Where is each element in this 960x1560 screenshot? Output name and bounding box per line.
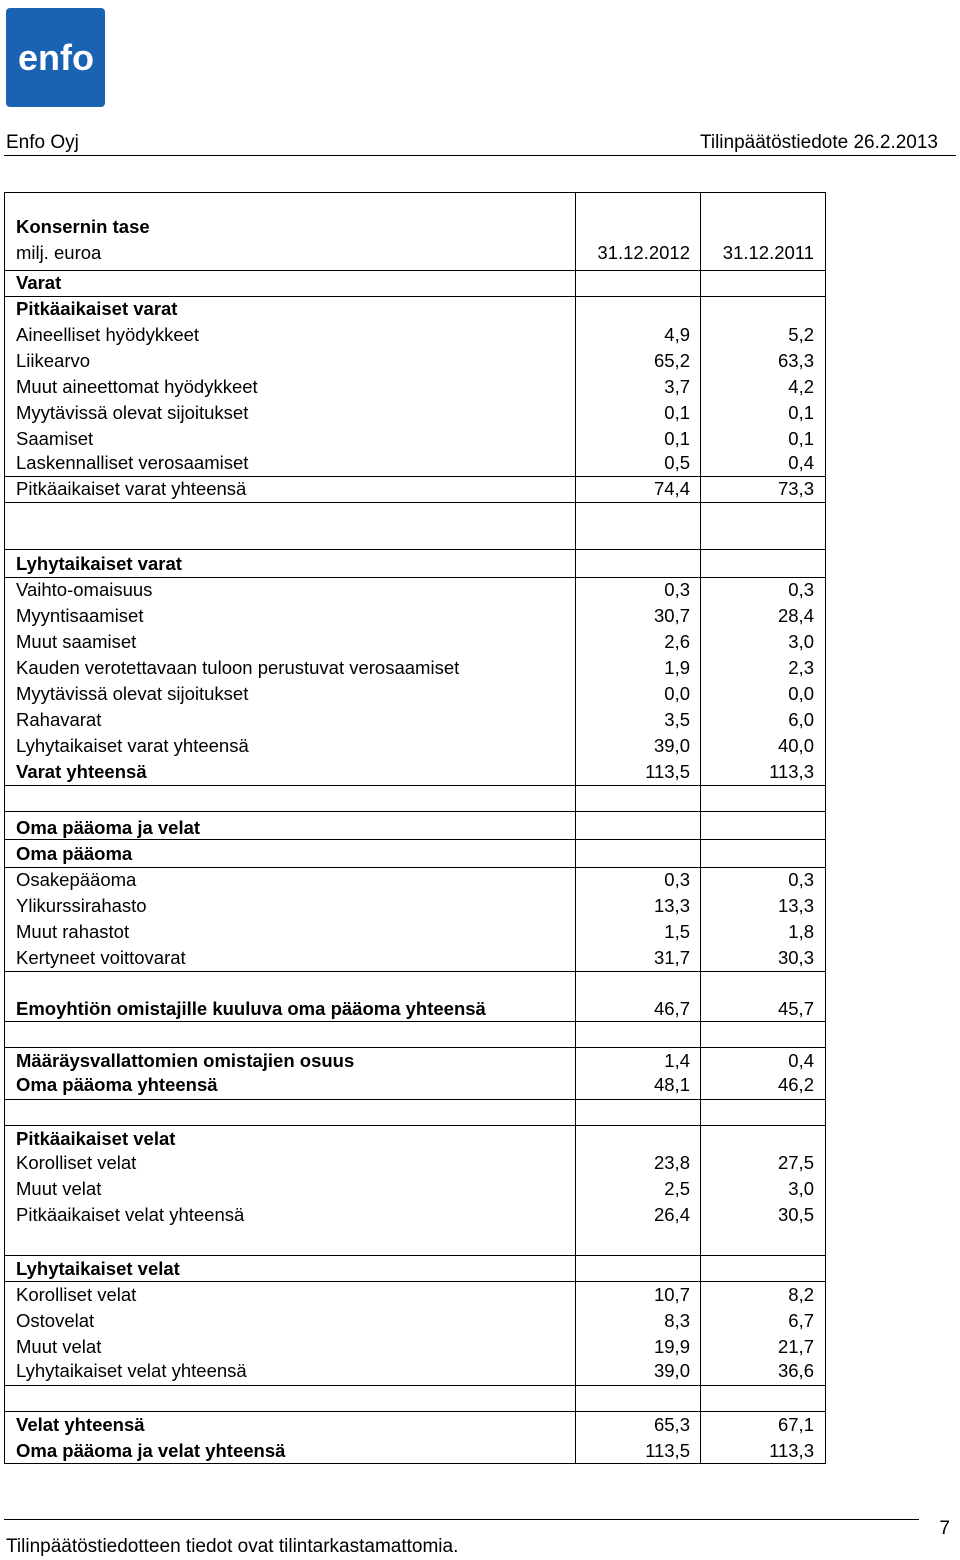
table-row bbox=[0, 893, 830, 919]
row-label: Myyntisaamiset bbox=[16, 605, 144, 626]
table-row bbox=[0, 1256, 830, 1282]
row-label: Pitkäaikaiset velat bbox=[16, 1128, 176, 1149]
page-number: 7 bbox=[939, 1518, 950, 1539]
value-2011: 6,7 bbox=[788, 1310, 814, 1331]
table-row bbox=[0, 426, 830, 452]
row-label: Määräysvallattomien omistajien osuus bbox=[16, 1050, 355, 1071]
row-label: Lyhytaikaiset varat yhteensä bbox=[16, 735, 249, 756]
table-row bbox=[0, 707, 830, 733]
table-row bbox=[0, 374, 830, 400]
row-label: Laskennalliset verosaamiset bbox=[16, 452, 249, 473]
value-2012: 0,0 bbox=[664, 683, 690, 704]
value-2012: 113,5 bbox=[645, 761, 690, 782]
table-row bbox=[0, 629, 830, 655]
table-title: Konsernin tase bbox=[16, 216, 150, 237]
row-label: Emoyhtiön omistajille kuuluva oma pääoma yhteensä bbox=[16, 998, 486, 1019]
row-label: Varat bbox=[16, 272, 62, 293]
table-row bbox=[0, 841, 830, 867]
table-row bbox=[0, 1334, 830, 1360]
value-2012: 0,1 bbox=[664, 428, 690, 449]
row-label: Osakepääoma bbox=[16, 869, 137, 890]
table-row bbox=[0, 1150, 830, 1176]
row-label: Varat yhteensä bbox=[16, 761, 147, 782]
value-2011: 0,3 bbox=[788, 869, 814, 890]
value-2011: 0,4 bbox=[788, 1050, 814, 1071]
row-label: Oma pääoma yhteensä bbox=[16, 1074, 218, 1095]
table-row bbox=[0, 759, 830, 785]
row-label: Oma pääoma ja velat bbox=[16, 817, 201, 838]
table-row bbox=[0, 296, 830, 322]
row-label: Aineelliset hyödykkeet bbox=[16, 324, 200, 345]
value-2012: 2,5 bbox=[664, 1178, 690, 1199]
value-2011: 30,5 bbox=[777, 1204, 814, 1225]
value-2012: 3,7 bbox=[664, 376, 690, 397]
row-label: Saamiset bbox=[16, 428, 94, 449]
value-2011: 0,1 bbox=[788, 428, 814, 449]
value-2011: 0,1 bbox=[788, 402, 814, 423]
value-2012: 0,3 bbox=[664, 869, 690, 890]
value-2011: 1,8 bbox=[788, 921, 814, 942]
unit-label: milj. euroa bbox=[16, 242, 102, 263]
value-2011: 4,2 bbox=[788, 376, 814, 397]
column-header-2011: 31.12.2011 bbox=[722, 242, 814, 263]
row-label: Vaihto-omaisuus bbox=[16, 579, 153, 600]
footer-note: Tilinpäätöstiedotteen tiedot ovat tilintarkastamattomia. bbox=[6, 1536, 459, 1557]
value-2012: 48,1 bbox=[653, 1074, 690, 1095]
value-2012: 2,6 bbox=[664, 631, 690, 652]
value-2012: 10,7 bbox=[653, 1284, 690, 1305]
table-row bbox=[0, 577, 830, 603]
row-label: Velat yhteensä bbox=[16, 1414, 145, 1435]
value-2012: 31,7 bbox=[653, 947, 690, 968]
row-label: Pitkäaikaiset varat bbox=[16, 298, 178, 319]
value-2012: 3,5 bbox=[664, 709, 690, 730]
value-2012: 13,3 bbox=[653, 895, 690, 916]
row-label: Oma pääoma bbox=[16, 843, 133, 864]
value-2012: 46,7 bbox=[653, 998, 690, 1019]
value-2011: 8,2 bbox=[788, 1284, 814, 1305]
row-label: Korolliset velat bbox=[16, 1152, 137, 1173]
column-header-2012: 31.12.2012 bbox=[597, 242, 690, 263]
value-2011: 6,0 bbox=[788, 709, 814, 730]
value-2012: 39,0 bbox=[653, 1360, 690, 1381]
value-2011: 5,2 bbox=[788, 324, 814, 345]
value-2011: 28,4 bbox=[777, 605, 814, 626]
table-row bbox=[0, 655, 830, 681]
value-2012: 19,9 bbox=[653, 1336, 690, 1357]
value-2011: 2,3 bbox=[788, 657, 814, 678]
table-row bbox=[0, 551, 830, 577]
value-2012: 23,8 bbox=[653, 1152, 690, 1173]
table-row bbox=[0, 919, 830, 945]
table-row bbox=[0, 815, 830, 841]
value-2012: 1,5 bbox=[664, 921, 690, 942]
value-2012: 0,1 bbox=[664, 402, 690, 423]
row-label: Lyhytaikaiset varat bbox=[16, 553, 182, 574]
value-2011: 113,3 bbox=[769, 761, 814, 782]
table-row bbox=[0, 1438, 830, 1464]
document-title: Tilinpäätöstiedote 26.2.2013 bbox=[699, 132, 938, 153]
value-2012: 26,4 bbox=[653, 1204, 690, 1225]
row-label: Ostovelat bbox=[16, 1310, 95, 1331]
table-row bbox=[0, 1072, 830, 1098]
value-2012: 74,4 bbox=[653, 478, 690, 499]
value-2012: 0,5 bbox=[664, 452, 690, 473]
table-row bbox=[0, 450, 830, 476]
value-2011: 40,0 bbox=[777, 735, 814, 756]
row-label: Muut velat bbox=[16, 1336, 102, 1357]
value-2011: 13,3 bbox=[777, 895, 814, 916]
row-label: Myytävissä olevat sijoitukset bbox=[16, 683, 249, 704]
value-2012: 30,7 bbox=[653, 605, 690, 626]
row-label: Muut aineettomat hyödykkeet bbox=[16, 376, 258, 397]
company-name: Enfo Oyj bbox=[6, 132, 79, 153]
table-row bbox=[0, 996, 830, 1022]
table-row bbox=[0, 1412, 830, 1438]
value-2012: 0,3 bbox=[664, 579, 690, 600]
row-label: Lyhytaikaiset velat bbox=[16, 1258, 180, 1279]
row-label: Kertyneet voittovarat bbox=[16, 947, 186, 968]
value-2012: 65,3 bbox=[653, 1414, 690, 1435]
value-2012: 8,3 bbox=[664, 1310, 690, 1331]
value-2011: 3,0 bbox=[788, 631, 814, 652]
table-title-row bbox=[0, 214, 830, 240]
row-label: Ylikurssirahasto bbox=[16, 895, 147, 916]
row-label: Oma pääoma ja velat yhteensä bbox=[16, 1440, 286, 1461]
value-2011: 45,7 bbox=[777, 998, 814, 1019]
table-row bbox=[0, 1282, 830, 1308]
row-label: Pitkäaikaiset velat yhteensä bbox=[16, 1204, 245, 1225]
value-2011: 0,3 bbox=[788, 579, 814, 600]
table-row bbox=[0, 270, 830, 296]
value-2012: 4,9 bbox=[664, 324, 690, 345]
value-2012: 113,5 bbox=[645, 1440, 690, 1461]
value-2011: 46,2 bbox=[777, 1074, 814, 1095]
value-2011: 3,0 bbox=[788, 1178, 814, 1199]
row-label: Pitkäaikaiset varat yhteensä bbox=[16, 478, 247, 499]
table-row bbox=[0, 733, 830, 759]
row-label: Kauden verotettavaan tuloon perustuvat verosaamiset bbox=[16, 657, 460, 678]
value-2011: 63,3 bbox=[777, 350, 814, 371]
row-label: Liikearvo bbox=[16, 350, 91, 371]
row-label: Muut velat bbox=[16, 1178, 102, 1199]
value-2011: 36,6 bbox=[777, 1360, 814, 1381]
value-2012: 39,0 bbox=[653, 735, 690, 756]
table-row bbox=[0, 945, 830, 971]
table-row bbox=[0, 1202, 830, 1228]
row-label: Lyhytaikaiset velat yhteensä bbox=[16, 1360, 247, 1381]
column-header-row bbox=[0, 240, 830, 266]
table-row bbox=[0, 1126, 830, 1152]
table-row bbox=[0, 867, 830, 893]
row-label: Korolliset velat bbox=[16, 1284, 137, 1305]
table-row bbox=[0, 400, 830, 426]
row-label: Muut rahastot bbox=[16, 921, 130, 942]
value-2011: 0,0 bbox=[788, 683, 814, 704]
table-row bbox=[0, 476, 830, 502]
value-2012: 65,2 bbox=[653, 350, 690, 371]
row-label: Rahavarat bbox=[16, 709, 102, 730]
footer-divider bbox=[4, 1519, 919, 1520]
table-row bbox=[0, 1176, 830, 1202]
value-2011: 73,3 bbox=[777, 478, 814, 499]
value-2012: 1,4 bbox=[664, 1050, 690, 1071]
table-row bbox=[0, 1358, 830, 1384]
value-2011: 0,4 bbox=[788, 452, 814, 473]
table-row bbox=[0, 603, 830, 629]
value-2011: 27,5 bbox=[777, 1152, 814, 1173]
table-row bbox=[0, 681, 830, 707]
logo-text: enfo bbox=[17, 37, 94, 78]
row-label: Myytävissä olevat sijoitukset bbox=[16, 402, 249, 423]
value-2012: 1,9 bbox=[664, 657, 690, 678]
table-row bbox=[0, 348, 830, 374]
table-row bbox=[0, 1048, 830, 1074]
value-2011: 30,3 bbox=[777, 947, 814, 968]
value-2011: 67,1 bbox=[777, 1414, 814, 1435]
row-label: Muut saamiset bbox=[16, 631, 137, 652]
value-2011: 21,7 bbox=[777, 1336, 814, 1357]
value-2011: 113,3 bbox=[769, 1440, 814, 1461]
table-row bbox=[0, 1308, 830, 1334]
table-row bbox=[0, 322, 830, 348]
